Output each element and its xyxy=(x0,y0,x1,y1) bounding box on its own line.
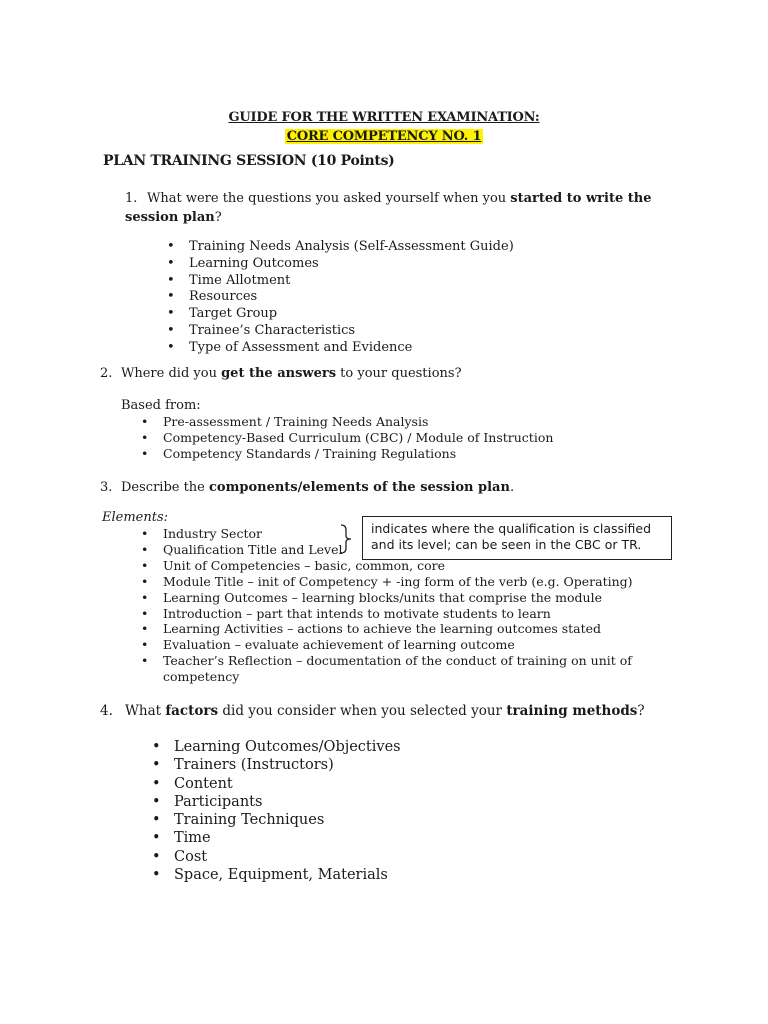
list-item: • Space, Equipment, Materials xyxy=(148,866,401,884)
list-item: • Learning Outcomes/Objectives xyxy=(148,738,401,756)
list-item: • Learning Activities – actions to achieve the learning outcomes stated xyxy=(137,621,637,637)
question-2-text: Where did you get the answers to your questions? xyxy=(121,366,462,381)
list-item: • Competency-Based Curriculum (CBC) / Module of Instruction xyxy=(137,430,553,446)
list-item: • Type of Assessment and Evidence xyxy=(163,340,514,357)
elements-label: Elements: xyxy=(102,510,169,525)
list-item: • Teacher’s Reflection – documentation of the conduct of training on unit of competency xyxy=(137,653,637,685)
callout-box xyxy=(362,516,672,560)
list-item: • Time xyxy=(148,829,401,847)
list-item: • Industry Sector xyxy=(137,526,637,542)
list-item: • Learning Outcomes – learning blocks/units that comprise the module xyxy=(137,590,637,606)
question-3 xyxy=(100,478,700,497)
list-item: • Qualification Title and Level xyxy=(137,542,637,558)
list-item: • Content xyxy=(148,775,401,793)
list-item: • Introduction – part that intends to motivate students to learn xyxy=(137,606,637,622)
question-3-number: 3. xyxy=(100,480,113,495)
list-item: • Competency Standards / Training Regulations xyxy=(137,446,553,462)
callout-line-1: indicates where the qualification is classified xyxy=(371,521,652,536)
question-1 xyxy=(125,189,685,227)
list-item: • Participants xyxy=(148,793,401,811)
question-2-list xyxy=(137,414,553,462)
question-1-number: 1. xyxy=(125,191,138,206)
question-4-text: What factors did you consider when you selected your training methods? xyxy=(125,703,645,719)
list-item: • Evaluation – evaluate achievement of learning outcome xyxy=(137,637,637,653)
list-item: • Training Techniques xyxy=(148,811,401,829)
list-item: • Target Group xyxy=(163,306,514,323)
list-item: • Learning Outcomes xyxy=(163,256,514,273)
list-item: • Module Title – init of Competency + -ing form of the verb (e.g. Operating) xyxy=(137,574,637,590)
list-item: • Training Needs Analysis (Self-Assessment Guide) xyxy=(163,239,514,256)
document-title xyxy=(0,106,768,144)
list-item: • Trainers (Instructors) xyxy=(148,756,401,774)
question-4-list xyxy=(148,738,401,884)
question-2-number: 2. xyxy=(100,366,113,381)
title-line-2-highlighted: CORE COMPETENCY NO. 1 xyxy=(286,129,482,144)
section-heading: PLAN TRAINING SESSION (10 Points) xyxy=(103,153,395,169)
callout-line-2: and its level; can be seen in the CBC or TR. xyxy=(371,537,642,552)
question-1-list xyxy=(163,239,514,357)
title-line-1: GUIDE FOR THE WRITTEN EXAMINATION: xyxy=(228,110,540,125)
list-item: • Resources xyxy=(163,289,514,306)
list-item: • Cost xyxy=(148,848,401,866)
list-item: • Time Allotment xyxy=(163,273,514,290)
question-4-number: 4. xyxy=(100,703,113,719)
question-4 xyxy=(100,702,720,721)
question-3-text: Describe the components/elements of the session plan. xyxy=(121,480,515,495)
question-1-text: What were the questions you asked yourself when you started to write the session plan? xyxy=(125,191,652,225)
list-item: • Trainee’s Characteristics xyxy=(163,323,514,340)
list-item: • Pre-assessment / Training Needs Analysis xyxy=(137,414,553,430)
list-item: • Unit of Competencies – basic, common, core xyxy=(137,558,637,574)
right-brace-icon xyxy=(340,524,352,554)
question-2 xyxy=(100,364,700,383)
question-2-lead: Based from: xyxy=(121,398,201,413)
